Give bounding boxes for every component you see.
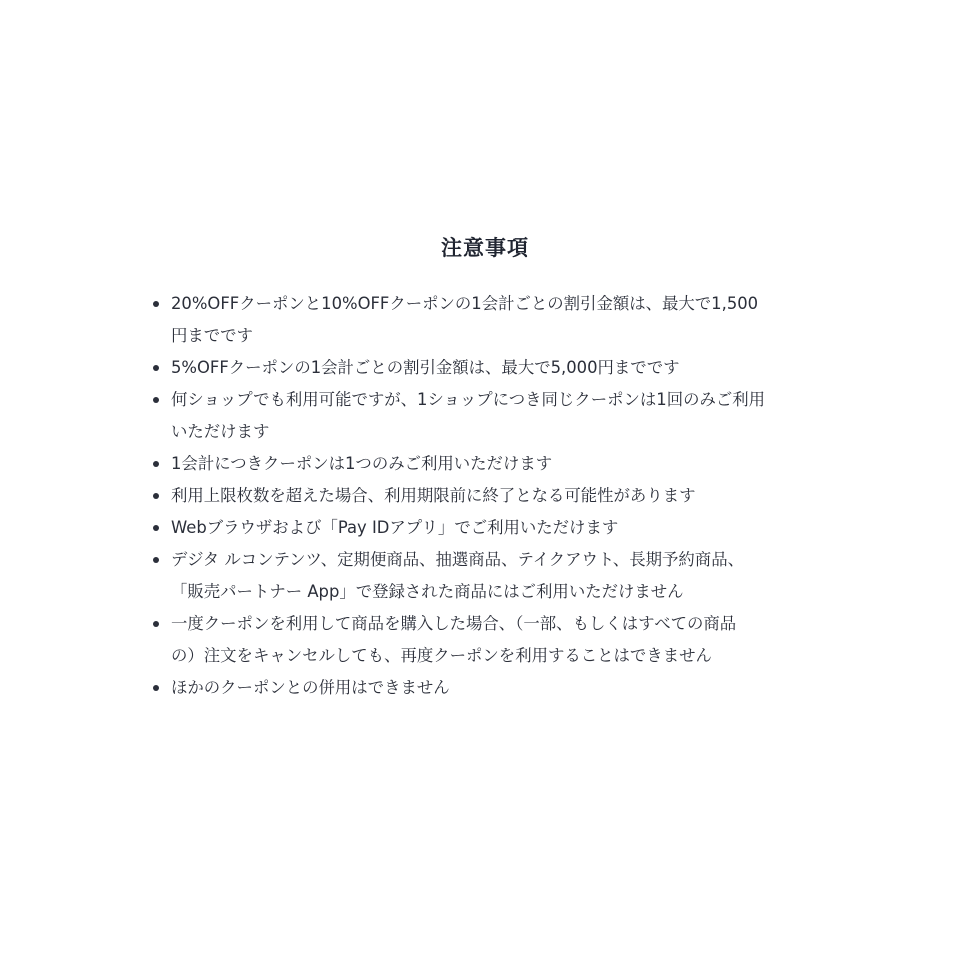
- notice-item-text: 一度クーポンを利用して商品を購入した場合、（一部、もしくはすべての商品 の）注文をキャンセルしても、再度クーポンを利用することはできません: [171, 614, 737, 665]
- bullet-icon: [153, 557, 159, 563]
- notice-item-text: Webブラウザおよび「Pay IDアプリ」でご利用いただけます: [171, 518, 619, 537]
- notice-title: 注意事項: [441, 236, 529, 260]
- bullet-icon: [153, 685, 159, 691]
- notice-item: [150, 288, 820, 352]
- bullet-icon: [153, 301, 159, 307]
- notice-item: [150, 448, 820, 480]
- bullet-icon: [153, 397, 159, 403]
- notice-item: [150, 352, 820, 384]
- notice-item-text: 1会計につきクーポンは1つのみご利用いただけます: [171, 454, 553, 473]
- notice-item: [150, 384, 820, 448]
- bullet-icon: [153, 621, 159, 627]
- notice-item: [150, 512, 820, 544]
- notice-item-text: 何ショップでも利用可能ですが、1ショップにつき同じクーポンは1回のみご利用 いただけます: [171, 390, 766, 441]
- notice-item-text: 20%OFFクーポンと10%OFFクーポンの1会計ごとの割引金額は、最大で1,500 円までです: [171, 294, 759, 345]
- bullet-icon: [153, 493, 159, 499]
- notice-item: [150, 480, 820, 512]
- notice-item-text: 利用上限枚数を超えた場合、利用期限前に終了となる可能性があります: [171, 486, 696, 505]
- notice-item: [150, 672, 820, 704]
- bullet-icon: [153, 365, 159, 371]
- notice-item-text: デジタ ルコンテンツ、定期便商品、抽選商品、テイクアウト、長期予約商品、 「販売パートナー App」で登録された商品にはご利用いただけません: [171, 550, 744, 601]
- notice-item-text: ほかのクーポンとの併用はできません: [171, 678, 450, 697]
- notice-item-text: 5%OFFクーポンの1会計ごとの割引金額は、最大で5,000円までです: [171, 358, 680, 377]
- notice-item: [150, 608, 820, 672]
- notice-item: [150, 544, 820, 608]
- notice-list: [150, 288, 820, 704]
- bullet-icon: [153, 525, 159, 531]
- bullet-icon: [153, 461, 159, 467]
- notice-section: [150, 230, 820, 704]
